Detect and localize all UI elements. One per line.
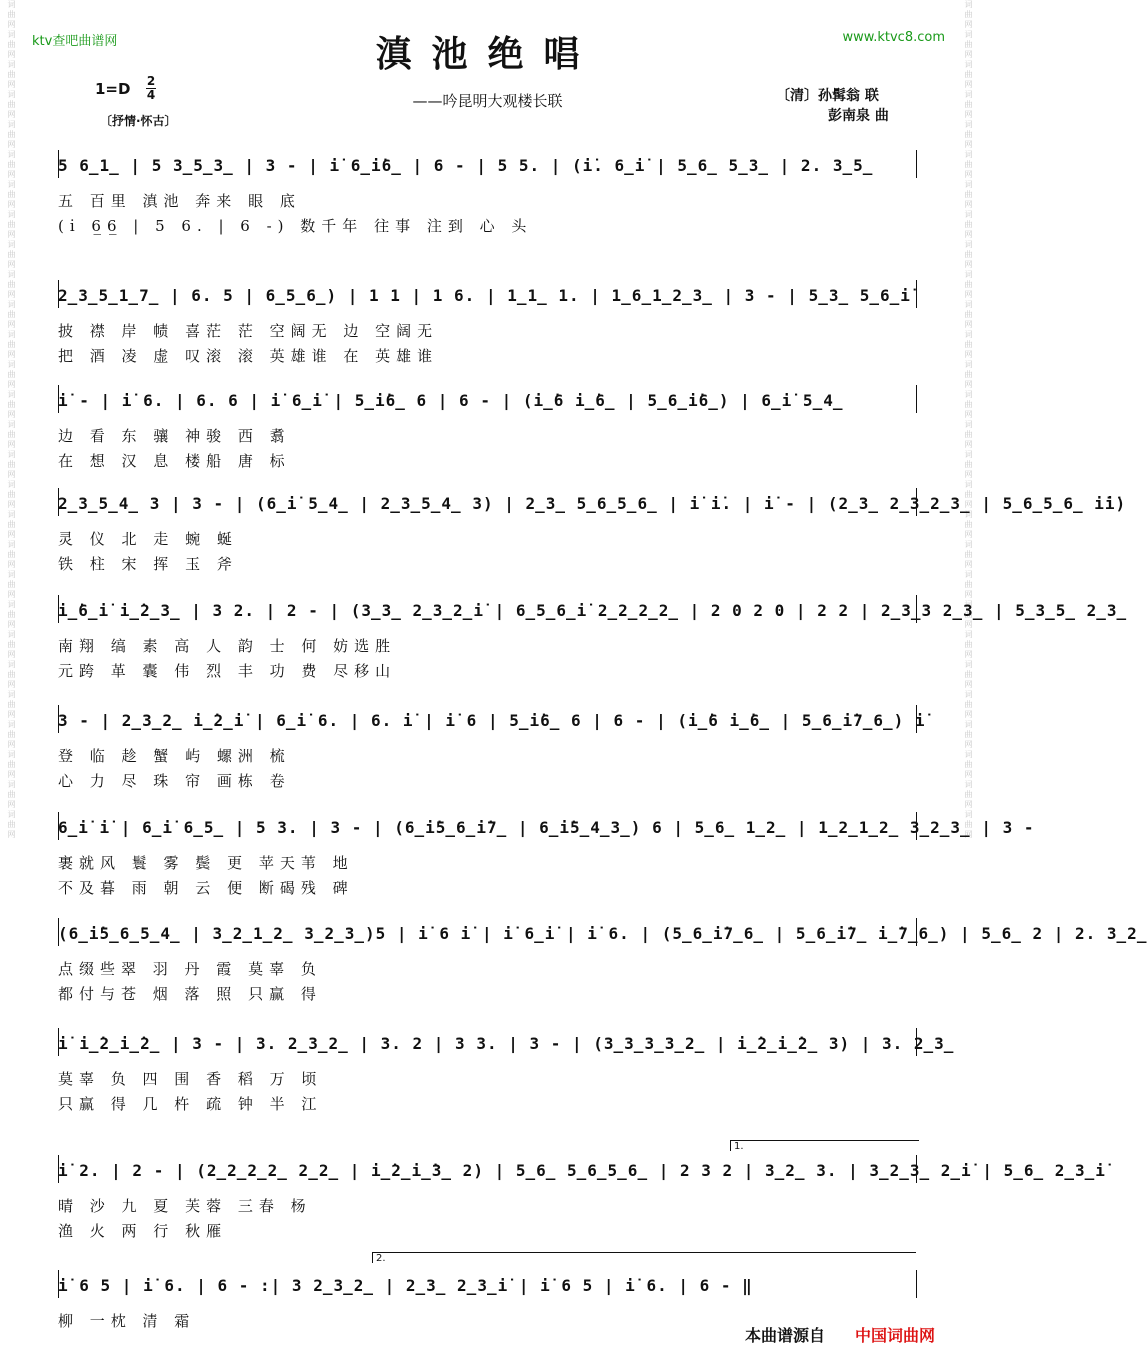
lyric-verse-1: 裹就风 鬟 雾 鬓 更 苹天苇 地: [58, 854, 354, 872]
notation-line: 2̲3̲5̲1̲7̲ | 6. 5 | 6̲5̲6̲) | 1 1 | 1 6. | 1̲1̲ 1. | 1̲6̲1̲2̲3̲ | 3 - | 5̲3̲ 5̲6̲i̇: [58, 286, 911, 305]
lyric-verse-2: 在 想 汉 息 楼船 唐 标: [58, 452, 291, 470]
footer-site[interactable]: 中国词曲网: [855, 1326, 936, 1345]
lyric-verse-1: 灵 仪 北 走 蜿 蜒: [58, 530, 238, 548]
lyric-verse-2: 元跨 革 囊 伟 烈 丰 功 费 尽移山: [58, 662, 397, 680]
time-top: 2: [146, 74, 156, 88]
notation-line: i̇ 2. | 2 - | (2̲2̲2̲2̲ 2̲2̲ | i̲̇2̲i̲̇3̲ 2) | 5̲6̲ 5̲6̲5̲6̲ | 2 3 2 | 3̲2̲ 3. | 3̲2̲3̲ 2̲i̇ | 5̲6̲ 2̲3̲i̇: [58, 1161, 1106, 1180]
lyric-verse-1: 点缀些翠 羽 丹 霞 莫辜 负: [58, 960, 322, 978]
time-bottom: 4: [146, 88, 156, 102]
site-url-right[interactable]: www.ktvc8.com: [842, 30, 945, 45]
lyric-verse-1: 五 百里 滇池 奔来 眼 底: [58, 192, 301, 210]
notation-line: 2̲3̲5̲4̲ 3 | 3 - | (6̲i̇ 5̲4̲ | 2̲3̲5̲4̲ 3) | 2̲3̲ 5̲6̲5̲6̲ | i̇ i̇. | i̇ - | (2̲3̲ 2̲3̲2̲3̲ | 5̲6̲5̲6̲ i̇i̇): [58, 494, 1127, 513]
lyric-verse-2: 铁 柱 宋 挥 玉 斧: [58, 555, 238, 573]
lyric-verse-2: 都付与苍 烟 落 照 只赢 得: [58, 985, 322, 1003]
footer-source: 本曲谱源自: [745, 1326, 826, 1345]
lyric-verse-1: 登 临 趁 蟹 屿 螺洲 梳: [58, 747, 291, 765]
lyric-verse-1: 晴 沙 九 夏 芙蓉 三春 杨: [58, 1197, 312, 1215]
lyric-verse-2: (i̇ 6̲6̲ | 5 6. | 6 -) 数千年 往事 注到 心 头: [58, 217, 533, 235]
lyric-verse-1: 莫辜 负 四 围 香 稻 万 顷: [58, 1070, 323, 1088]
right-watermark: 词曲网词曲网词曲网词曲网词曲网词曲网词曲网词曲网词曲网词曲网词曲网词曲网词曲网词曲网词曲网词曲网词曲网词曲网词曲网词曲网词曲网词曲网词曲网词曲网词曲网词曲网词曲网词曲网: [964, 0, 973, 840]
lyric-verse-1: 披 襟 岸 帻 喜茫 茫 空阔无 边 空阔无: [58, 322, 439, 340]
notation-line: i̇ 6 5 | i̇ 6. | 6 - :| 3 2̲3̲2̲ | 2̲3̲ 2̲3̲i̇ | i̇ 6 5 | i̇ 6. | 6 - ‖: [58, 1276, 753, 1295]
composer-credit: 彭南泉 曲: [828, 108, 889, 124]
notation-line: i̲̇6̲i̇ i̲̇2̲3̲ | 3 2. | 2 - | (3̲3̲ 2̲3̲2̲i̇ | 6̲5̲6̲i̇ 2̲2̲2̲2̲ | 2 0 2 0 | 2 2 | 2̲3̲3 2̲3̲ | 5̲3̲5̲ 2̲3̲: [58, 601, 1128, 620]
lyricist-credit: 〔清〕孙髯翁 联: [776, 88, 879, 104]
lyric-verse-1: 柳 一枕 清 霜: [58, 1312, 196, 1330]
notation-line: 3 - | 2̲3̲2̲ i̲̇2̲i̇ | 6̲i̇ 6. | 6. i̇ | i̇ 6 | 5̲i̇6̲ 6 | 6 - | (i̲̇6 i̲̇6̲ | 5̲6̲i̇7̲6̲) i̇: [58, 711, 926, 730]
lyric-verse-2: 把 酒 凌 虚 叹滚 滚 英雄谁 在 英雄谁: [58, 347, 439, 365]
notation-line: 5 6̲1̲ | 5 3̲5̲3̲ | 3 - | i̇ 6̲i̇6̲ | 6 - | 5 5. | (i̇. 6̲i̇ | 5̲6̲ 5̲3̲ | 2. 3̲5̲: [58, 156, 874, 175]
first-ending-bracket: 1.: [730, 1140, 919, 1151]
notation-line: i̇ i̲̇2̲i̲̇2̲ | 3 - | 3. 2̲3̲2̲ | 3. 2 | 3 3. | 3 - | (3̲3̲3̲3̲2̲ | i̲̇2̲i̲̇2̲ 3) | 3. 2̲3̲: [58, 1034, 955, 1053]
lyric-verse-2: 心 力 尽 珠 帘 画栋 卷: [58, 772, 291, 790]
notation-line: (6̲i̇5̲6̲5̲4̲ | 3̲2̲1̲2̲ 3̲2̲3̲)5 | i̇ 6 i̇ | i̇ 6̲i̇ | i̇ 6. | (5̲6̲i̇7̲6̲ | 5̲6̲i̇7̲ i̲̇7̲6̲) | 5̲6̲ 2 | 2. 3̲2̲: [58, 924, 1147, 943]
lyric-verse-1: 边 看 东 骧 神骏 西 翥: [58, 427, 291, 445]
lyric-verse-2: 渔 火 两 行 秋雁: [58, 1222, 228, 1240]
site-name-left[interactable]: ktv查吧曲谱网: [32, 34, 118, 49]
credits: [776, 86, 889, 126]
style-tag: 〔抒情·怀古〕: [100, 114, 177, 128]
lyric-verse-2: 只赢 得 几 杵 疏 钟 半 江: [58, 1095, 323, 1113]
key-signature: 1=D: [95, 80, 131, 98]
lyric-verse-2: 不及暮 雨 朝 云 便 断碣残 碑: [58, 879, 354, 897]
score-subtitle: ——吟昆明大观楼长联: [412, 92, 563, 110]
score-title: 滇池绝唱: [375, 33, 600, 75]
notation-line: 6̲i̇ i̇ | 6̲i̇ 6̲5̲ | 5 3. | 3 - | (6̲i̇5̲6̲i̇7̲ | 6̲i̇5̲4̲3̲) 6 | 5̲6̲ 1̲2̲ | 1̲2̲1̲2̲ 3̲2̲3̲ | 3 -: [58, 818, 1035, 837]
left-watermark: 词曲网词曲网词曲网词曲网词曲网词曲网词曲网词曲网词曲网词曲网词曲网词曲网词曲网词曲网词曲网词曲网词曲网词曲网词曲网词曲网词曲网词曲网词曲网词曲网词曲网词曲网词曲网词曲网: [7, 0, 16, 840]
second-ending-bracket: 2.: [372, 1252, 916, 1263]
notation-line: i̇ - | i̇ 6. | 6. 6 | i̇ 6̲i̇ | 5̲i̇6̲ 6 | 6 - | (i̲̇6 i̲̇6̲ | 5̲6̲i̇6̲) | 6̲i̇ 5̲4̲: [58, 391, 844, 410]
lyric-verse-1: 南翔 缟 素 高 人 韵 士 何 妨选胜: [58, 637, 397, 655]
